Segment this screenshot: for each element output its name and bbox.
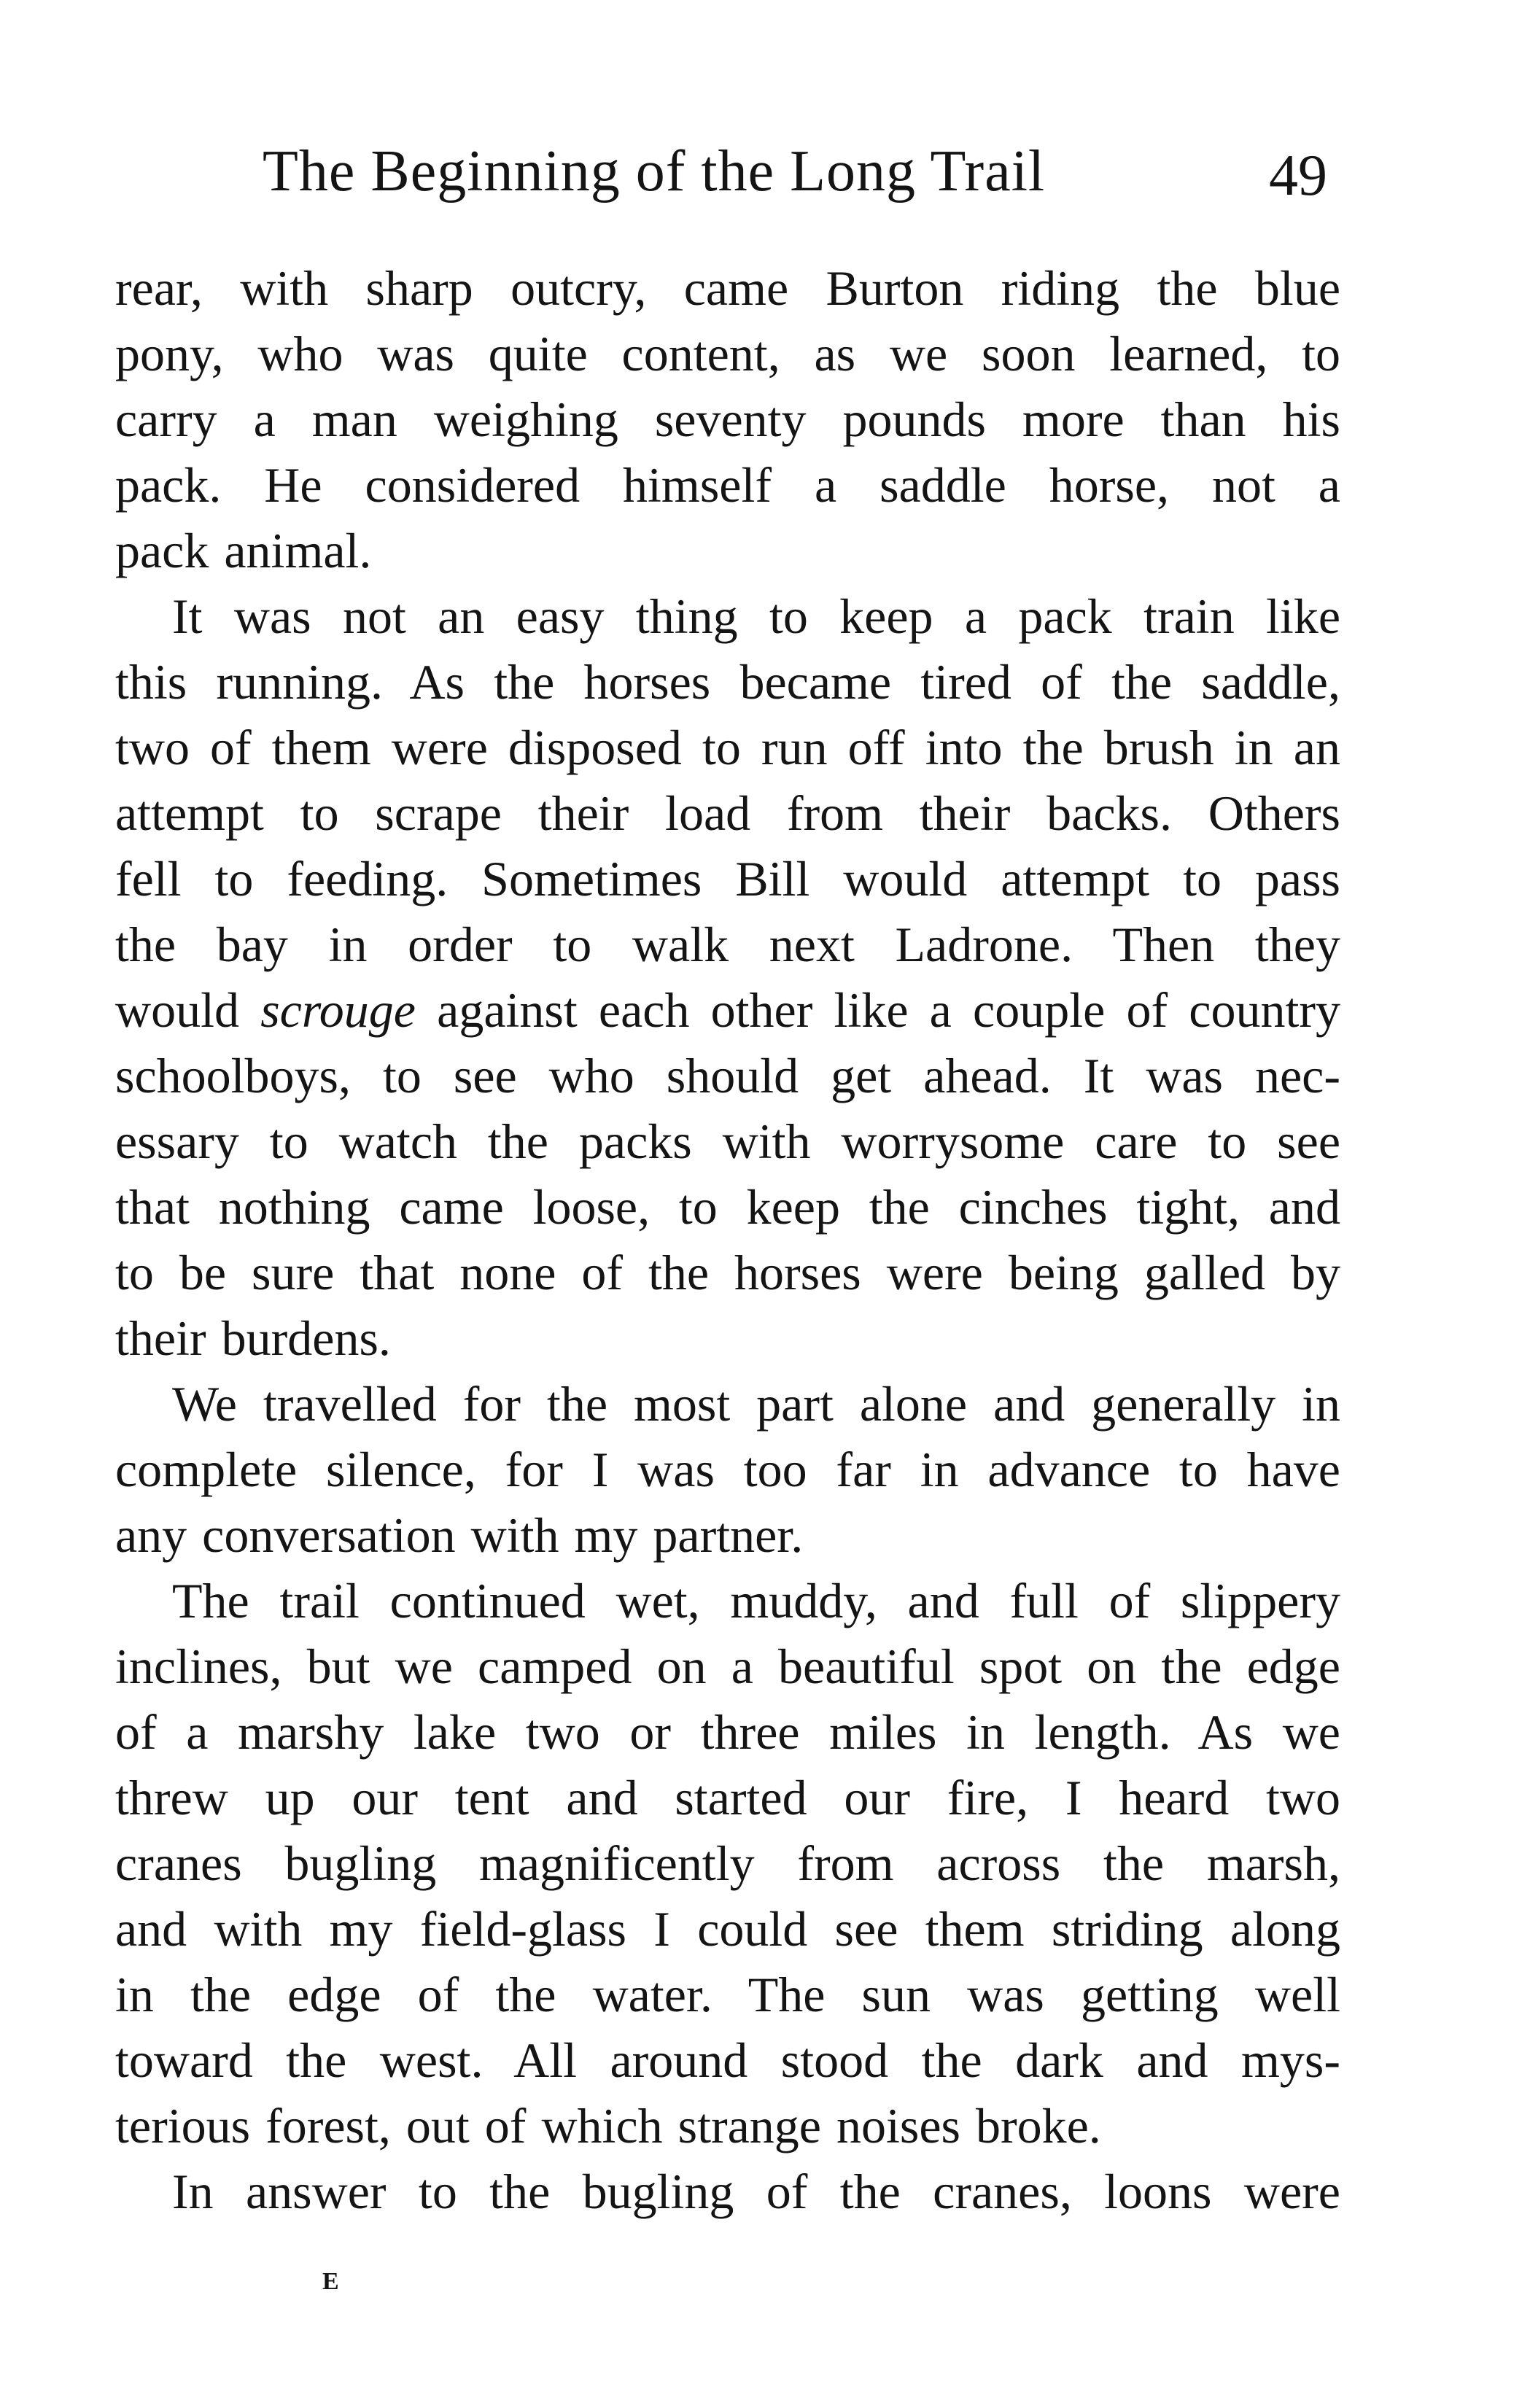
body-text — [115, 255, 1340, 2224]
text-line: The trail continued wet, muddy, and full of slippery — [172, 1573, 1340, 1628]
text-line: the bay in order to walk next Ladrone. Then they — [115, 917, 1340, 972]
text-line: We travelled for the most part alone and generally in — [172, 1376, 1340, 1432]
text-run: against each other like a couple of country — [437, 982, 1341, 1038]
text-line: In answer to the bugling of the cranes, loons were — [172, 2164, 1340, 2219]
text-line: fell to feeding. Sometimes Bill would attempt to pass — [115, 851, 1340, 906]
text-line: carry a man weighing seventy pounds more than his — [115, 392, 1340, 447]
paragraph-3 — [115, 1371, 1340, 1568]
text-line: pack animal. — [115, 523, 372, 578]
running-head — [117, 131, 1342, 211]
text-line: that nothing came loose, to keep the cinches tight, and — [115, 1179, 1340, 1235]
text-run: would — [115, 982, 239, 1038]
paragraph-4 — [115, 1568, 1340, 2159]
text-line: inclines, but we camped on a beautiful spot on the edge — [115, 1639, 1340, 1694]
page-number: 49 — [1269, 144, 1327, 208]
text-line: complete silence, for I was too far in advance to have — [115, 1442, 1340, 1497]
text-line: rear, with sharp outcry, came Burton riding the blue — [115, 260, 1340, 316]
text-line: of a marshy lake two or three miles in length. As we — [115, 1704, 1340, 1760]
text-line: any conversation with my partner. — [115, 1507, 804, 1563]
text-line: their burdens. — [115, 1310, 391, 1366]
paragraph-1 — [115, 255, 1340, 583]
text-line: schoolboys, to see who should get ahead. It was nec- — [115, 1048, 1340, 1103]
paragraph-2 — [115, 583, 1340, 1371]
running-title: The Beginning of the Long Trail — [263, 139, 1046, 203]
text-line: attempt to scrape their load from their backs. Others — [115, 785, 1340, 841]
text-line: and with my field-glass I could see them striding along — [115, 1901, 1340, 1957]
text-line: cranes bugling magnificently from across the marsh, — [115, 1836, 1340, 1891]
text-line: pony, who was quite content, as we soon learned, to — [115, 326, 1340, 381]
text-line: in the edge of the water. The sun was getting well — [115, 1967, 1340, 2022]
paragraph-5 — [115, 2159, 1340, 2224]
text-line: terious forest, out of which strange noises broke. — [115, 2098, 1101, 2153]
text-line: essary to watch the packs with worrysome care to see — [115, 1114, 1340, 1169]
text-line: to be sure that none of the horses were being galled by — [115, 1245, 1340, 1300]
text-line: pack. He considered himself a saddle horse, not a — [115, 457, 1340, 513]
text-line: threw up our tent and started our fire, I heard two — [115, 1770, 1340, 1825]
text-line: It was not an easy thing to keep a pack train like — [172, 589, 1340, 644]
text-line: toward the west. All around stood the dark and mys- — [115, 2032, 1340, 2088]
text-line: two of them were disposed to run off into the brush in an — [115, 720, 1340, 775]
signature-mark: E — [322, 2268, 341, 2295]
text-line-mixed — [115, 977, 1340, 1043]
italic-word: scrouge — [260, 982, 416, 1038]
text-line: this running. As the horses became tired of the saddle, — [115, 654, 1340, 710]
